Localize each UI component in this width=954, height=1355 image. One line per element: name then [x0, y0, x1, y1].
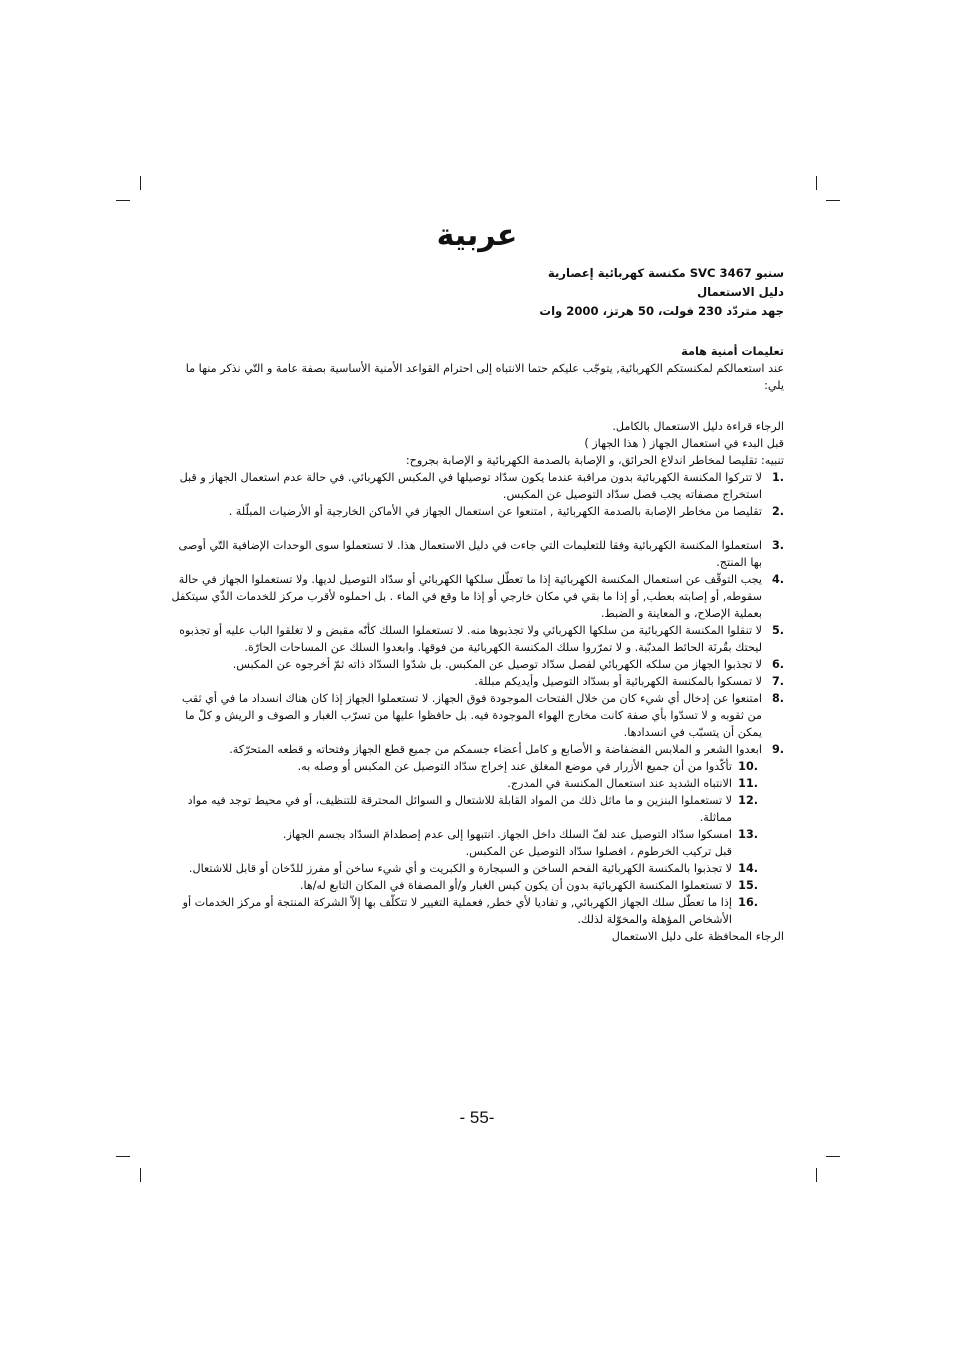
before-use-line: قبل البدء في استعمال الجهاز ( هذا الجهاز ) [584, 437, 784, 450]
list-item [170, 792, 784, 826]
item-text: تأكّدوا من أن جميع الأزرار في موضع المغلق عند إخراج سدّاد التوصيل عن المكبس أو وصله به. [297, 760, 732, 773]
page-number: - 55- [459, 1108, 495, 1127]
list-item [170, 741, 784, 758]
item-text: لا تتركوا المكنسة الكهربائية بدون مراقبة عندما يكون سدّاد توصيلها في المكبس الكهربائي. في حالة عدم استعمال الجهاز و قبل استخراج مصفاته يجب فصل سدّاد التوصيل عن المكبس. [179, 471, 762, 501]
item-number: 16. [738, 896, 758, 909]
list-item [170, 673, 784, 690]
list-item [170, 894, 784, 928]
item-text: ابعدوا الشعر و الملابس الفضفاضة و الأصابع و كامل أعضاء جسمكم من جميع قطع الجهاز وفتحاته و قطعه المتحرّكة. [229, 743, 762, 756]
power-spec: جهد متردّد 230 فولت، 50 هرتز، 2000 وات [539, 304, 784, 318]
item-number: 8. [771, 692, 784, 705]
item-text: لا تستعملوا المكنسة الكهربائية بدون أن يكون كيس الغبار و/أو المصفاة في المكان التابع له/ها. [299, 879, 732, 892]
item-number: 13. [738, 828, 758, 841]
warning-line: تنبيه: تقليصا لمخاطر اندلاع الحرائق، و الإصابة بالصدمة الكهربائية و الإصابة بجروح: [405, 454, 784, 467]
safety-intro: عند استعمالكم لمكنستكم الكهربائية, يتوجّب عليكم حتما الانتباه إلى احترام القواعد الأمنية الأساسية بصفة عامة و التّي نذكر منها ما يلي: [185, 362, 784, 392]
read-manual-line: الرجاء قراءة دليل الاستعمال بالكامل. [612, 420, 784, 433]
manual-label: دليل الاستعمال [697, 285, 784, 299]
product-name: سنبو SVC 3467 مكنسة كهربائية إعصارية [547, 266, 784, 280]
item-text: لا تنقلوا المكنسة الكهربائية من سلكها الكهربائي ولا تجذبوها منه. لا تستعملوا السلك كأنّه مقبض و لا تغلقوا الباب عليه أو تجذبوه ليحتك بقُرنَة الحائط المدبّبة. و لا تمرّروا سلك المكنسة الكهربائية من فوقها. وابعدوا السلك عن المساحات الحارّة. [179, 624, 762, 654]
item-number: 15. [738, 879, 758, 892]
closing-line: الرجاء المحافظة على دليل الاستعمال [611, 930, 784, 943]
list-item [170, 503, 784, 520]
item-text: استعملوا المكنسة الكهربائية وفقا للتعليمات التي جاءت في دليل الاستعمال هذا. لا تستعملوا سوى الوحدات الإضافية التّي أوصى بها المنتج. [178, 539, 762, 569]
list-item [170, 877, 784, 894]
list-item [170, 860, 784, 877]
list-item [170, 843, 784, 860]
list-item [170, 571, 784, 622]
crop-mark [826, 200, 840, 201]
item-number: 6. [771, 658, 784, 671]
item-number: 5. [771, 624, 784, 637]
list-item [170, 622, 784, 656]
item-number: 4. [771, 573, 784, 586]
list-item [170, 656, 784, 673]
item-text: الانتباه الشديد عند استعمال المكنسة في المدرج. [507, 777, 732, 790]
crop-mark [816, 176, 817, 190]
item-text: قبل تركيب الخرطوم ، افصلوا سدّاد التوصيل عن المكبس. [465, 845, 732, 858]
item-text: لا تستعملوا البنزين و ما ماثل ذلك من المواد القابلة للاشتعال و السوائل المحترقة للتنظيف، أو في محيط توجد فيه مواد مماثلة. [187, 794, 732, 824]
list-item [170, 826, 784, 843]
item-number: 10. [738, 760, 758, 773]
item-text: يجب التوقّف عن استعمال المكنسة الكهربائية إذا ما تعطّل سلكها الكهربائي أو سدّاد التوصيل لديها. ولا تستعملوا الجهاز في حالة سقوطه, أو إصابته بعطب, أو إذا ما بقي في مكان خارجي أو إذا ما وقع في الماء . بل احملوه لأقرب مركز للخدمات الذّي سيتكفل بعملية الإصلاح، و المعاينة و الضبط. [171, 573, 762, 620]
item-number: 3. [771, 539, 784, 552]
item-text: لا تجذبوا بالمكنسة الكهربائية الفحم الساخن و السيجارة و الكبريت و أي شيء ساخن أو مفرز للدّخان أو قابل للاشتعال. [188, 862, 732, 875]
item-number: 1. [771, 471, 784, 484]
item-number: 12. [738, 794, 758, 807]
item-number: 2. [771, 505, 784, 518]
item-text: إذا ما تعطّل سلك الجهاز الكهربائي, و تفاديا لأي خطر, فعملية التغيير لا تتكلّف بها إلاّ الشركة المنتجة أو مركز الخدمات أو الأشخاص المؤهلة والمخوّلة لذلك. [182, 896, 732, 926]
item-number: 11. [738, 777, 758, 790]
crop-mark [140, 1168, 141, 1182]
item-number: 7. [771, 675, 784, 688]
crop-mark [140, 176, 141, 190]
item-text: تقليصا من مخاطر الإصابة بالصدمة الكهربائية , امتنعوا عن استعمال الجهاز في الأماكن الخارجية أو الأرضيات المبلّلة . [228, 505, 762, 518]
crop-mark [116, 1156, 130, 1157]
item-text: امتنعوا عن إدخال أي شيء كان من خلال الفتحات الموجودة فوق الجهاز. لا تستعملوا الجهاز إذا كان هناك انسداد ما في أي ثقب من ثقوبه و لا تسدّوا بأي صفة كانت مخارج الهواء الموجودة فيه. بل حافظوا عليها من تسرّب الغبار و الصوف و الريش و كلّ ما يمكن أن يتسبّب في انسدادها. [181, 692, 762, 739]
list-item [170, 537, 784, 571]
safety-list [170, 469, 784, 928]
product-header [170, 264, 784, 321]
item-text: لا تجذبوا الجهاز من سلكه الكهربائي لفصل سدّاد توصيل عن المكبس. بل شدّوا السدّاد ذاته ثمّ أخرجوه عن المكبس. [232, 658, 762, 671]
crop-mark [116, 200, 130, 201]
list-item [170, 469, 784, 503]
crop-mark [826, 1156, 840, 1157]
page-title: عربية [436, 218, 518, 253]
list-item [170, 758, 784, 775]
list-item [170, 690, 784, 741]
item-text: امسكوا سدّاد التوصيل عند لفّ السلك داخل الجهاز. انتبهوا إلى عدم إصطدامَ السدّاد بجسم الجهاز. [282, 828, 732, 841]
safety-title: تعليمات أمنية هامة [681, 345, 784, 358]
crop-mark [816, 1168, 817, 1182]
manual-content [170, 264, 784, 945]
item-text: لا تمسكوا بالمكنسة الكهربائية أو بسدّاد التوصيل وأيديكم مبللة. [474, 675, 762, 688]
item-number: 14. [738, 862, 758, 875]
list-item [170, 775, 784, 792]
item-number: 9. [771, 743, 784, 756]
